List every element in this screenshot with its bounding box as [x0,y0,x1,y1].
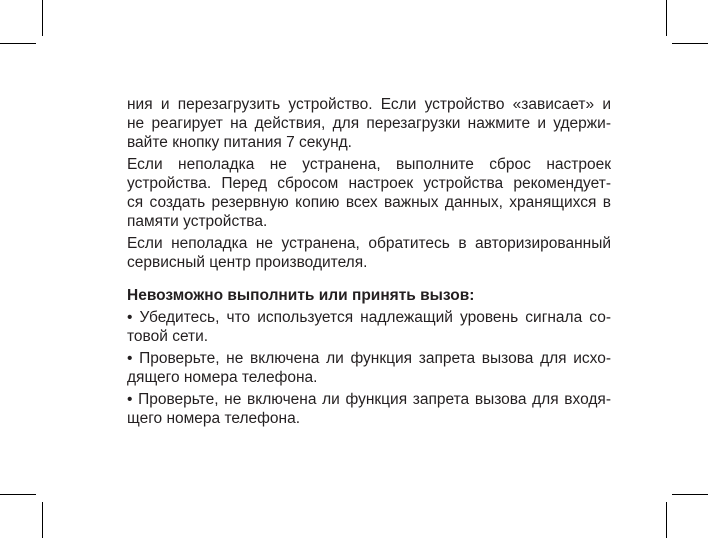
text-line: Если неполадка не устранена, выполните сброс настроек [127,156,611,173]
paragraph-service-center [127,234,611,272]
text-line: • Проверьте, не включена ли функция запрета вызова для исхо- [127,350,611,367]
bullet-item [127,349,611,387]
crop-mark-top-left-vertical [42,0,43,36]
text-line: вайте кнопку питания 7 секунд. [127,134,352,151]
text-line: • Проверьте, не включена ли функция запрета вызова для входя- [127,391,611,408]
section-heading: Невозможно выполнить или принять вызов: [127,287,475,304]
crop-mark-top-left-horizontal [0,43,36,44]
text-line: не реагирует на действия, для перезагрузки нажмите и удержи- [127,115,611,132]
crop-mark-bottom-left-horizontal [0,494,36,495]
paragraph-factory-reset [127,155,611,231]
text-line: ся создать резервную копию всех важных данных, хранящихся в [127,194,611,211]
text-line: ния и перезагрузить устройство. Если устройство «зависает» и [127,96,611,113]
text-line: памяти устройства. [127,213,268,230]
text-line: сервисный центр производителя. [127,254,368,271]
bullet-item [127,390,611,428]
crop-mark-bottom-left-vertical [42,502,43,538]
crop-mark-top-right-horizontal [672,43,708,44]
text-line: Если неполадка не устранена, обратитесь в авторизированный [127,235,611,252]
crop-mark-top-right-vertical [666,0,667,36]
body-text [127,95,611,431]
paragraph-restart [127,95,611,152]
text-line: щего номера телефона. [127,410,300,427]
text-line: • Убедитесь, что используется надлежащий уровень сигнала со- [127,309,611,326]
text-line: товой сети. [127,328,209,345]
bullet-item [127,308,611,346]
text-line: дящего номера телефона. [127,369,318,386]
crop-mark-bottom-right-horizontal [672,494,708,495]
text-line: устройства. Перед сбросом настроек устройства рекомендует- [127,175,611,192]
crop-mark-bottom-right-vertical [666,502,667,538]
